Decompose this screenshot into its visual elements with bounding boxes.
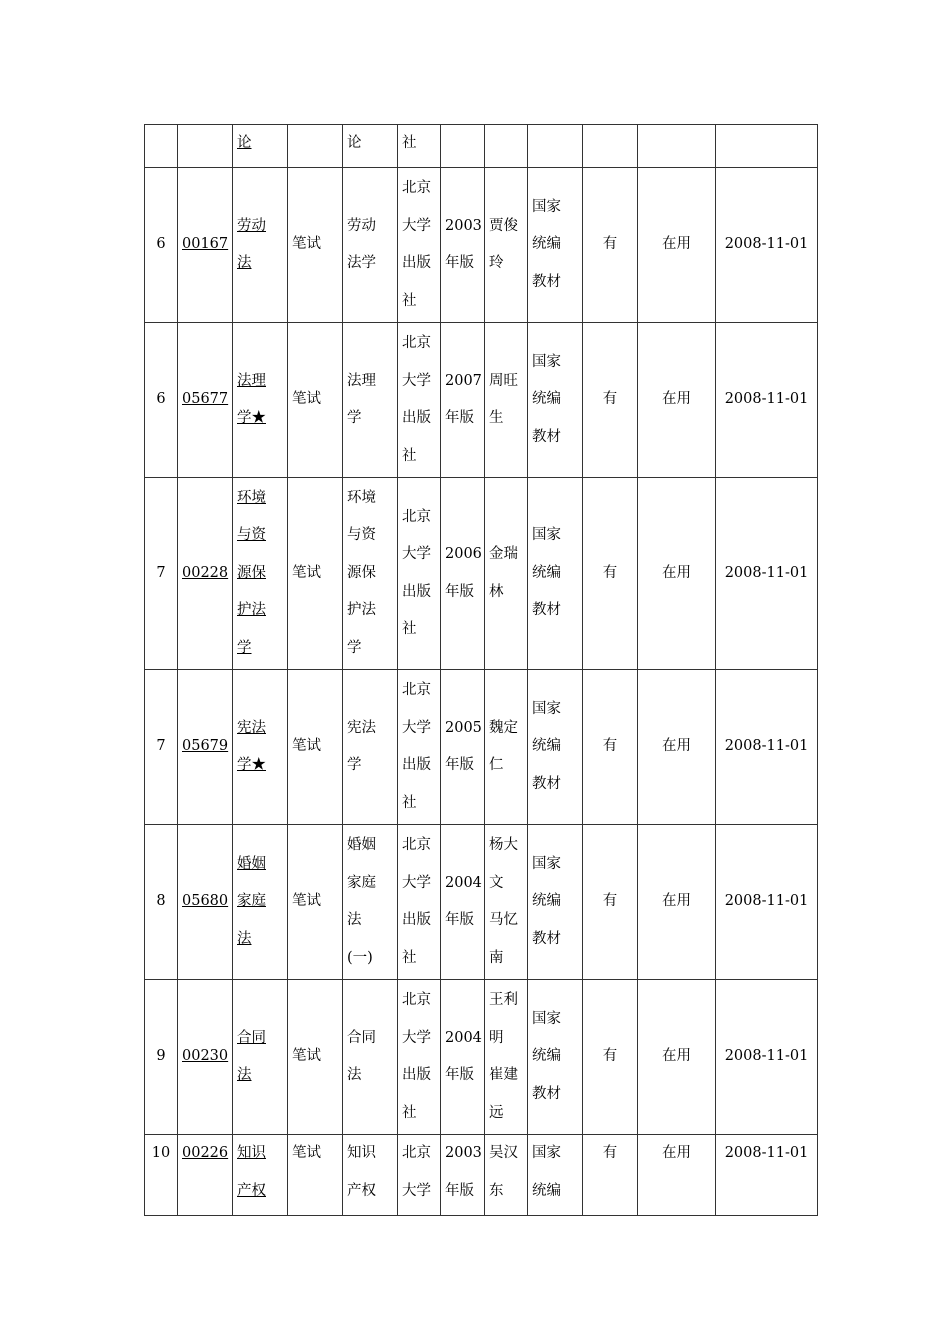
- cell-publisher: 社: [398, 125, 441, 168]
- cell-exam-type: 笔试: [288, 670, 343, 825]
- cell-code[interactable]: 00226: [178, 1135, 233, 1216]
- cell-course-name[interactable]: 宪法 学★: [233, 670, 288, 825]
- cell-stock: [583, 125, 638, 168]
- cell-status: 在用: [638, 670, 716, 825]
- cell-author: [485, 125, 528, 168]
- cell-edition: 2003 年版: [441, 168, 485, 323]
- textbook-table: [144, 124, 818, 1216]
- cell-course-name[interactable]: 婚姻 家庭 法: [233, 825, 288, 980]
- cell-author: 杨大 文 马忆 南: [485, 825, 528, 980]
- cell-exam-type: 笔试: [288, 980, 343, 1135]
- cell-book-title: 婚姻 家庭 法 (一): [343, 825, 398, 980]
- cell-seq: 6: [145, 323, 178, 478]
- cell-edition: 2006 年版: [441, 478, 485, 670]
- cell-book-title: 法理 学: [343, 323, 398, 478]
- cell-stock: 有: [583, 670, 638, 825]
- cell-exam-type: 笔试: [288, 478, 343, 670]
- cell-edition: [441, 125, 485, 168]
- table-row: [145, 980, 818, 1135]
- cell-stock: 有: [583, 478, 638, 670]
- cell-publisher: 北京 大学 出版 社: [398, 825, 441, 980]
- cell-code[interactable]: 05679: [178, 670, 233, 825]
- cell-date: 2008-11-01: [716, 980, 818, 1135]
- cell-date: 2008-11-01: [716, 323, 818, 478]
- cell-edition: 2007 年版: [441, 323, 485, 478]
- cell-publisher: 北京 大学 出版 社: [398, 168, 441, 323]
- cell-exam-type: 笔试: [288, 1135, 343, 1216]
- cell-date: 2008-11-01: [716, 478, 818, 670]
- table-row: [145, 168, 818, 323]
- cell-course-name[interactable]: 论: [233, 125, 288, 168]
- cell-status: 在用: [638, 1135, 716, 1216]
- cell-seq: 6: [145, 168, 178, 323]
- cell-book-type: [528, 125, 583, 168]
- cell-author: 王利 明 崔建 远: [485, 980, 528, 1135]
- cell-status: [638, 125, 716, 168]
- cell-edition: 2003 年版: [441, 1135, 485, 1216]
- cell-book-title: 论: [343, 125, 398, 168]
- cell-author: 周旺 生: [485, 323, 528, 478]
- cell-stock: 有: [583, 1135, 638, 1216]
- cell-code[interactable]: 00228: [178, 478, 233, 670]
- cell-publisher: 北京 大学 出版 社: [398, 478, 441, 670]
- cell-seq: 10: [145, 1135, 178, 1216]
- cell-code[interactable]: 05680: [178, 825, 233, 980]
- cell-edition: 2004 年版: [441, 980, 485, 1135]
- cell-book-title: 环境 与资 源保 护法 学: [343, 478, 398, 670]
- cell-book-type: 国家 统编 教材: [528, 323, 583, 478]
- cell-book-title: 劳动 法学: [343, 168, 398, 323]
- table-row: [145, 478, 818, 670]
- table-row: [145, 323, 818, 478]
- cell-course-name[interactable]: 劳动 法: [233, 168, 288, 323]
- cell-status: 在用: [638, 323, 716, 478]
- cell-status: 在用: [638, 478, 716, 670]
- cell-publisher: 北京 大学: [398, 1135, 441, 1216]
- cell-course-name[interactable]: 合同 法: [233, 980, 288, 1135]
- table-row: [145, 1135, 818, 1216]
- cell-author: 金瑞 林: [485, 478, 528, 670]
- cell-book-type: 国家 统编 教材: [528, 670, 583, 825]
- cell-seq: 7: [145, 478, 178, 670]
- cell-book-type: 国家 统编 教材: [528, 980, 583, 1135]
- cell-author: 魏定 仁: [485, 670, 528, 825]
- cell-book-type: 国家 统编 教材: [528, 168, 583, 323]
- cell-code[interactable]: 00167: [178, 168, 233, 323]
- table-row: [145, 670, 818, 825]
- cell-date: 2008-11-01: [716, 1135, 818, 1216]
- cell-stock: 有: [583, 168, 638, 323]
- cell-date: 2008-11-01: [716, 168, 818, 323]
- cell-seq: 7: [145, 670, 178, 825]
- cell-edition: 2005 年版: [441, 670, 485, 825]
- cell-exam-type: [288, 125, 343, 168]
- cell-author: 贾俊 玲: [485, 168, 528, 323]
- cell-status: 在用: [638, 168, 716, 323]
- cell-code[interactable]: 05677: [178, 323, 233, 478]
- cell-book-title: 合同 法: [343, 980, 398, 1135]
- cell-date: 2008-11-01: [716, 670, 818, 825]
- cell-publisher: 北京 大学 出版 社: [398, 323, 441, 478]
- cell-exam-type: 笔试: [288, 168, 343, 323]
- cell-book-type: 国家 统编 教材: [528, 478, 583, 670]
- cell-publisher: 北京 大学 出版 社: [398, 670, 441, 825]
- cell-status: 在用: [638, 825, 716, 980]
- cell-course-name[interactable]: 环境 与资 源保 护法 学: [233, 478, 288, 670]
- cell-book-type: 国家 统编: [528, 1135, 583, 1216]
- cell-date: [716, 125, 818, 168]
- cell-stock: 有: [583, 980, 638, 1135]
- table-row-partial: [145, 125, 818, 168]
- cell-stock: 有: [583, 323, 638, 478]
- cell-book-type: 国家 统编 教材: [528, 825, 583, 980]
- cell-publisher: 北京 大学 出版 社: [398, 980, 441, 1135]
- cell-stock: 有: [583, 825, 638, 980]
- cell-date: 2008-11-01: [716, 825, 818, 980]
- cell-seq: 8: [145, 825, 178, 980]
- cell-course-name[interactable]: 法理 学★: [233, 323, 288, 478]
- cell-seq: [145, 125, 178, 168]
- cell-edition: 2004 年版: [441, 825, 485, 980]
- table-row: [145, 825, 818, 980]
- cell-exam-type: 笔试: [288, 825, 343, 980]
- cell-seq: 9: [145, 980, 178, 1135]
- cell-book-title: 宪法 学: [343, 670, 398, 825]
- cell-code: [178, 125, 233, 168]
- cell-code[interactable]: 00230: [178, 980, 233, 1135]
- cell-exam-type: 笔试: [288, 323, 343, 478]
- cell-author: 吴汉 东: [485, 1135, 528, 1216]
- cell-book-title: 知识 产权: [343, 1135, 398, 1216]
- cell-course-name[interactable]: 知识 产权: [233, 1135, 288, 1216]
- cell-status: 在用: [638, 980, 716, 1135]
